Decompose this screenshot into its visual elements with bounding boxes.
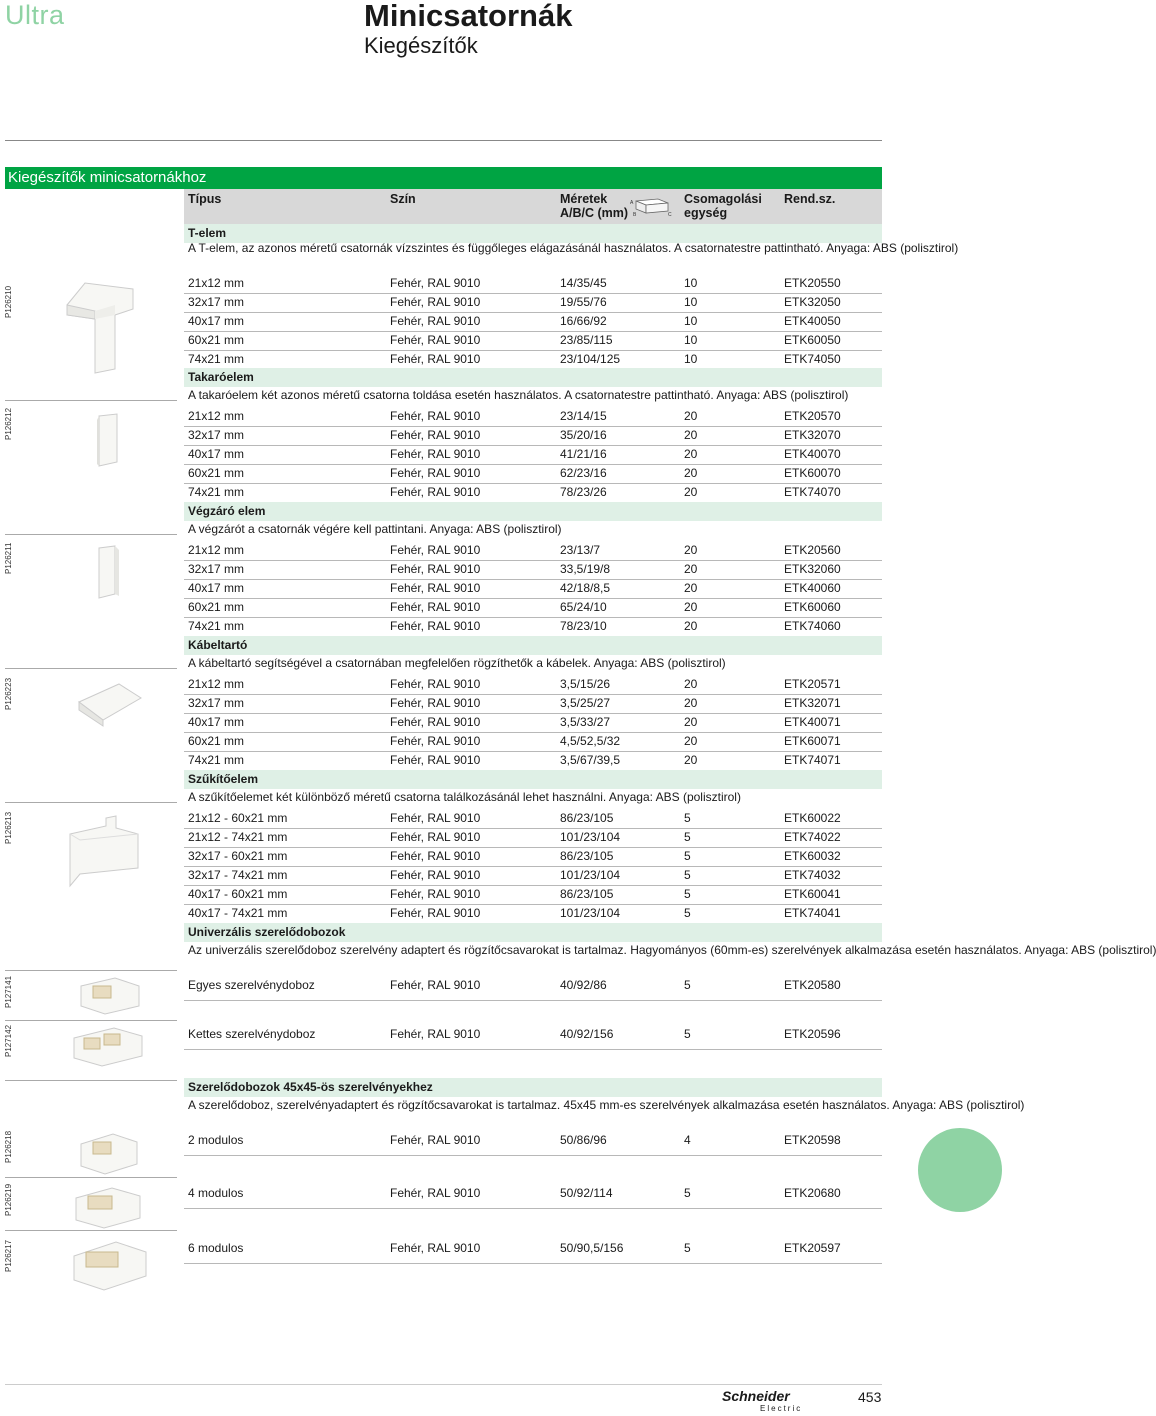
cell-dimensions: 40/92/156 (560, 1027, 614, 1041)
cell-type: 40x17 mm (188, 447, 245, 461)
cell-pack-qty: 5 (684, 830, 691, 844)
cell-type: 21x12 mm (188, 409, 245, 423)
table-header (184, 189, 882, 224)
section-heading-label: Takaróelem (188, 370, 254, 384)
cell-type: 60x21 mm (188, 734, 245, 748)
table-row (184, 675, 882, 695)
cell-color: Fehér, RAL 9010 (390, 1186, 481, 1200)
cell-ref: ETK40050 (784, 314, 841, 328)
cell-color: Fehér, RAL 9010 (390, 696, 481, 710)
section-heading-label: Univerzális szerelődobozok (188, 925, 346, 939)
cable-holder-image (75, 680, 145, 730)
cell-pack-qty: 10 (684, 352, 698, 366)
cell-pack-qty: 10 (684, 333, 698, 347)
single-box-image (75, 972, 145, 1018)
page-title: Minicsatornák (364, 0, 573, 33)
photo-separator (5, 668, 177, 669)
cell-pack-qty: 20 (684, 466, 698, 480)
cell-type: 40x17 mm (188, 715, 245, 729)
cell-color: Fehér, RAL 9010 (390, 1241, 481, 1255)
photo-separator (5, 970, 177, 971)
cell-dimensions: 86/23/105 (560, 887, 614, 901)
cell-pack-qty: 5 (684, 1186, 691, 1200)
cell-ref: ETK74022 (784, 830, 841, 844)
photo-ref-label: P126212 (4, 407, 13, 440)
table-row (184, 579, 882, 599)
table-row (184, 617, 882, 637)
photo-ref-label: P126223 (4, 677, 13, 710)
page-tab-marker (918, 1128, 1002, 1212)
cell-type: 40x17 mm (188, 581, 245, 595)
cell-ref: ETK32071 (784, 696, 841, 710)
photo-ref-label: P126210 (4, 285, 13, 318)
cell-type: 60x21 mm (188, 600, 245, 614)
cell-dimensions: 86/23/105 (560, 849, 614, 863)
cell-pack-qty: 5 (684, 978, 691, 992)
cell-dimensions: 50/90,5/156 (560, 1241, 624, 1255)
cell-dimensions: 78/23/26 (560, 485, 607, 499)
cell-type: 4 modulos (188, 1186, 244, 1200)
cell-ref: ETK20680 (784, 1186, 841, 1200)
cell-type: 74x21 mm (188, 352, 245, 366)
photo-ref-label: P127142 (4, 1024, 13, 1057)
table-row (184, 809, 882, 829)
cell-type: 6 modulos (188, 1241, 244, 1255)
page-subtitle: Kiegészítők (364, 33, 478, 58)
cell-pack-qty: 20 (684, 409, 698, 423)
cell-ref: ETK60041 (784, 887, 841, 901)
section-heading (184, 502, 882, 521)
cell-type: 2 modulos (188, 1133, 244, 1147)
cell-ref: ETK40060 (784, 581, 841, 595)
cell-ref: ETK74041 (784, 906, 841, 920)
cell-pack-qty: 5 (684, 868, 691, 882)
cell-dimensions: 4,5/52,5/32 (560, 734, 621, 748)
cell-dimensions: 3,5/33/27 (560, 715, 611, 729)
section-heading-label: Kábeltartó (188, 638, 248, 652)
cell-type: 74x21 mm (188, 485, 245, 499)
cell-pack-qty: 10 (684, 295, 698, 309)
box-2-module-image (75, 1128, 141, 1178)
cell-color: Fehér, RAL 9010 (390, 1027, 481, 1041)
cell-type: 40x17 mm (188, 314, 245, 328)
cell-pack-qty: 20 (684, 543, 698, 557)
table-row (184, 1025, 882, 1050)
cell-ref: ETK20550 (784, 276, 841, 290)
cell-pack-qty: 5 (684, 1241, 691, 1255)
cell-type: 21x12 - 74x21 mm (188, 830, 288, 844)
cell-pack-qty: 20 (684, 715, 698, 729)
cell-pack-qty: 20 (684, 485, 698, 499)
cell-ref: ETK32060 (784, 562, 841, 576)
cell-ref: ETK20571 (784, 677, 841, 691)
photo-ref-label: P126213 (4, 811, 13, 844)
cell-type: 32x17 - 60x21 mm (188, 849, 288, 863)
cell-color: Fehér, RAL 9010 (390, 333, 481, 347)
cell-dimensions: 65/24/10 (560, 600, 607, 614)
schneider-logo-sub: Electric (760, 1404, 803, 1413)
cell-pack-qty: 20 (684, 619, 698, 633)
photo-ref-label: P127141 (4, 975, 13, 1008)
cell-type: 21x12 mm (188, 677, 245, 691)
cell-dimensions: 16/66/92 (560, 314, 607, 328)
cell-dimensions: 23/104/125 (560, 352, 621, 366)
cell-pack-qty: 5 (684, 887, 691, 901)
table-row (184, 445, 882, 465)
cell-type: Egyes szerelvénydoboz (188, 978, 315, 992)
cell-ref: ETK60032 (784, 849, 841, 863)
table-row (184, 560, 882, 580)
col-meretek: Méretek A/B/C (mm) (560, 192, 629, 220)
cell-dimensions: 23/85/115 (560, 333, 613, 347)
col-rendsz: Rend.sz. (784, 192, 836, 206)
table-row (184, 828, 882, 848)
cell-dimensions: 101/23/104 (560, 906, 621, 920)
cell-ref: ETK20598 (784, 1133, 841, 1147)
cell-type: 40x17 - 74x21 mm (188, 906, 288, 920)
cell-color: Fehér, RAL 9010 (390, 811, 481, 825)
cell-dimensions: 101/23/104 (560, 830, 621, 844)
cell-dimensions: 3,5/25/27 (560, 696, 611, 710)
cell-ref: ETK60022 (784, 811, 841, 825)
section-description: A szűkítőelemet két különböző méretű csatorna találkozásánál lehet használni. Anyaga: ABS (polisztirol) (188, 790, 741, 804)
cell-dimensions: 86/23/105 (560, 811, 614, 825)
table-row (184, 293, 882, 313)
col-tipus: Típus (188, 192, 222, 206)
t-element-image (65, 275, 135, 375)
cell-ref: ETK20596 (784, 1027, 841, 1041)
cell-color: Fehér, RAL 9010 (390, 619, 481, 633)
table-row (184, 904, 882, 924)
cell-ref: ETK40071 (784, 715, 841, 729)
cell-pack-qty: 5 (684, 1027, 691, 1041)
cell-ref: ETK20580 (784, 978, 841, 992)
cell-pack-qty: 10 (684, 276, 698, 290)
cell-pack-qty: 20 (684, 581, 698, 595)
section-heading (184, 636, 882, 655)
cell-dimensions: 35/20/16 (560, 428, 607, 442)
table-row (184, 732, 882, 752)
cell-color: Fehér, RAL 9010 (390, 753, 481, 767)
cell-type: 60x21 mm (188, 333, 245, 347)
cell-dimensions: 101/23/104 (560, 868, 621, 882)
cover-element-image (95, 412, 125, 468)
cell-color: Fehér, RAL 9010 (390, 562, 481, 576)
cell-dimensions: 19/55/76 (560, 295, 607, 309)
photo-separator (5, 802, 177, 803)
cell-color: Fehér, RAL 9010 (390, 1133, 481, 1147)
cell-ref: ETK32050 (784, 295, 841, 309)
box-6-module-image (70, 1236, 150, 1294)
table-row (184, 976, 882, 1001)
cell-dimensions: 23/13/7 (560, 543, 601, 557)
cell-color: Fehér, RAL 9010 (390, 466, 481, 480)
cell-type: 32x17 - 74x21 mm (188, 868, 288, 882)
cell-color: Fehér, RAL 9010 (390, 887, 481, 901)
table-row (184, 312, 882, 332)
cell-dimensions: 50/86/96 (560, 1133, 607, 1147)
cell-pack-qty: 20 (684, 600, 698, 614)
cell-ref: ETK60050 (784, 333, 841, 347)
table-row (184, 1131, 882, 1156)
cell-pack-qty: 20 (684, 734, 698, 748)
cell-type: 32x17 mm (188, 295, 245, 309)
double-box-image (70, 1022, 146, 1072)
page-number: 453 (858, 1389, 882, 1405)
schneider-logo: Schneider (722, 1388, 790, 1404)
table-row (184, 866, 882, 886)
cell-pack-qty: 20 (684, 562, 698, 576)
cell-color: Fehér, RAL 9010 (390, 428, 481, 442)
cell-dimensions: 33,5/19/8 (560, 562, 611, 576)
section-description: A takaróelem két azonos méretű csatorna toldása esetén használatos. A csatornatestre pattintható. Anyaga: ABS (polisztirol) (188, 388, 849, 402)
cell-color: Fehér, RAL 9010 (390, 600, 481, 614)
cell-ref: ETK32070 (784, 428, 841, 442)
cell-ref: ETK20570 (784, 409, 841, 423)
cell-type: 60x21 mm (188, 466, 245, 480)
table-row (184, 483, 882, 503)
section-bar-label: Kiegészítők minicsatornákhoz (8, 169, 207, 186)
table-row (184, 350, 882, 370)
cell-ref: ETK74032 (784, 868, 841, 882)
cell-color: Fehér, RAL 9010 (390, 978, 481, 992)
photo-ref-label: P126219 (4, 1183, 13, 1216)
section-description: Az univerzális szerelődoboz szerelvény adaptert és rögzítőcsavarokat is tartalmaz. Hagyományos (60mm-es) szerelvények alkalmazása esetén használatos. Anyaga: ABS (polisztirol) (188, 943, 1156, 957)
table-row (184, 1239, 882, 1264)
top-divider (5, 140, 882, 141)
footer-divider (5, 1384, 882, 1385)
cell-pack-qty: 4 (684, 1133, 691, 1147)
reducer-image (62, 812, 142, 892)
photo-separator (5, 1020, 177, 1021)
brand-title: Ultra (5, 0, 65, 30)
cell-pack-qty: 20 (684, 677, 698, 691)
cell-type: 74x21 mm (188, 619, 245, 633)
section-heading-label: Végzáró elem (188, 504, 266, 518)
cell-color: Fehér, RAL 9010 (390, 314, 481, 328)
end-cap-image (95, 544, 125, 600)
table-row (184, 847, 882, 867)
photo-ref-label: P126217 (4, 1239, 13, 1272)
cell-pack-qty: 20 (684, 753, 698, 767)
cell-dimensions: 50/92/114 (560, 1186, 613, 1200)
cell-type: 32x17 mm (188, 428, 245, 442)
cell-dimensions: 62/23/16 (560, 466, 607, 480)
cell-color: Fehér, RAL 9010 (390, 734, 481, 748)
cell-type: 21x12 mm (188, 276, 245, 290)
photo-ref-label: P126218 (4, 1130, 13, 1163)
col-csomag: Csomagolási egység (684, 192, 762, 220)
table-row (184, 274, 882, 294)
cell-type: 74x21 mm (188, 753, 245, 767)
cell-type: 32x17 mm (188, 562, 245, 576)
cell-color: Fehér, RAL 9010 (390, 352, 481, 366)
svg-text:A: A (630, 200, 634, 206)
cell-color: Fehér, RAL 9010 (390, 581, 481, 595)
table-row (184, 407, 882, 427)
section-description: A szerelődoboz, szerelvényadaptert és rögzítőcsavarokat is tartalmaz. 45x45 mm-es szerelvények alkalmazása esetén használatos. Anyaga: ABS (polisztirol) (188, 1098, 1025, 1112)
section-heading-label: Szerelődobozok 45x45-ös szerelvényekhez (188, 1080, 433, 1094)
section-bar (5, 167, 882, 189)
cell-pack-qty: 5 (684, 811, 691, 825)
cell-color: Fehér, RAL 9010 (390, 715, 481, 729)
photo-separator (5, 400, 177, 401)
section-heading (184, 923, 882, 942)
table-row (184, 1184, 882, 1209)
cell-ref: ETK60071 (784, 734, 841, 748)
cell-dimensions: 42/18/8,5 (560, 581, 611, 595)
cell-ref: ETK60070 (784, 466, 841, 480)
cell-color: Fehér, RAL 9010 (390, 830, 481, 844)
section-description: A végzárót a csatornák végére kell pattintani. Anyaga: ABS (polisztirol) (188, 522, 562, 536)
cell-color: Fehér, RAL 9010 (390, 677, 481, 691)
cell-dimensions: 14/35/45 (560, 276, 607, 290)
section-heading-label: T-elem (188, 226, 227, 240)
cell-type: 21x12 - 60x21 mm (188, 811, 288, 825)
cell-type: 32x17 mm (188, 696, 245, 710)
cell-dimensions: 3,5/67/39,5 (560, 753, 621, 767)
box-4-module-image (72, 1182, 144, 1232)
cell-dimensions: 78/23/10 (560, 619, 607, 633)
table-row (184, 694, 882, 714)
cell-color: Fehér, RAL 9010 (390, 409, 481, 423)
cell-dimensions: 40/92/86 (560, 978, 607, 992)
cell-pack-qty: 20 (684, 447, 698, 461)
cell-color: Fehér, RAL 9010 (390, 276, 481, 290)
cell-ref: ETK74071 (784, 753, 841, 767)
cell-type: Kettes szerelvénydoboz (188, 1027, 316, 1041)
section-description: A T-elem, az azonos méretű csatornák vízszintes és függőleges elágazásánál használatos. A csatornatestre pattintható. Anyaga: ABS (polisztirol) (188, 241, 959, 255)
cell-color: Fehér, RAL 9010 (390, 447, 481, 461)
cell-pack-qty: 5 (684, 906, 691, 920)
cell-ref: ETK40070 (784, 447, 841, 461)
table-row (184, 713, 882, 733)
photo-separator (5, 534, 177, 535)
table-row (184, 885, 882, 905)
cell-type: 40x17 - 60x21 mm (188, 887, 288, 901)
cell-ref: ETK20597 (784, 1241, 841, 1255)
section-heading (184, 770, 882, 789)
cell-color: Fehér, RAL 9010 (390, 849, 481, 863)
svg-text:B: B (633, 212, 637, 218)
photo-separator (5, 1080, 177, 1081)
table-row (184, 331, 882, 351)
cell-ref: ETK60060 (784, 600, 841, 614)
cell-pack-qty: 20 (684, 696, 698, 710)
cell-ref: ETK20560 (784, 543, 841, 557)
col-szin: Szín (390, 192, 416, 206)
table-row (184, 541, 882, 561)
cell-color: Fehér, RAL 9010 (390, 906, 481, 920)
cell-pack-qty: 5 (684, 849, 691, 863)
cell-ref: ETK74060 (784, 619, 841, 633)
table-row (184, 426, 882, 446)
cell-dimensions: 23/14/15 (560, 409, 607, 423)
cell-pack-qty: 10 (684, 314, 698, 328)
table-row (184, 464, 882, 484)
cell-ref: ETK74070 (784, 485, 841, 499)
cell-color: Fehér, RAL 9010 (390, 295, 481, 309)
svg-text:C: C (668, 212, 672, 218)
dimension-diagram-icon (630, 195, 674, 217)
cell-type: 21x12 mm (188, 543, 245, 557)
section-heading-label: Szűkítőelem (188, 772, 259, 786)
section-heading (184, 368, 882, 387)
table-row (184, 598, 882, 618)
cell-color: Fehér, RAL 9010 (390, 485, 481, 499)
section-heading (184, 1078, 882, 1097)
cell-color: Fehér, RAL 9010 (390, 868, 481, 882)
cell-dimensions: 41/21/16 (560, 447, 607, 461)
section-description: A kábeltartó segítségével a csatornában megfelelően rögzíthetők a kábelek. Anyaga: ABS (polisztirol) (188, 656, 726, 670)
cell-ref: ETK74050 (784, 352, 841, 366)
cell-pack-qty: 20 (684, 428, 698, 442)
photo-ref-label: P126211 (4, 542, 13, 574)
cell-color: Fehér, RAL 9010 (390, 543, 481, 557)
cell-dimensions: 3,5/15/26 (560, 677, 611, 691)
table-row (184, 751, 882, 771)
